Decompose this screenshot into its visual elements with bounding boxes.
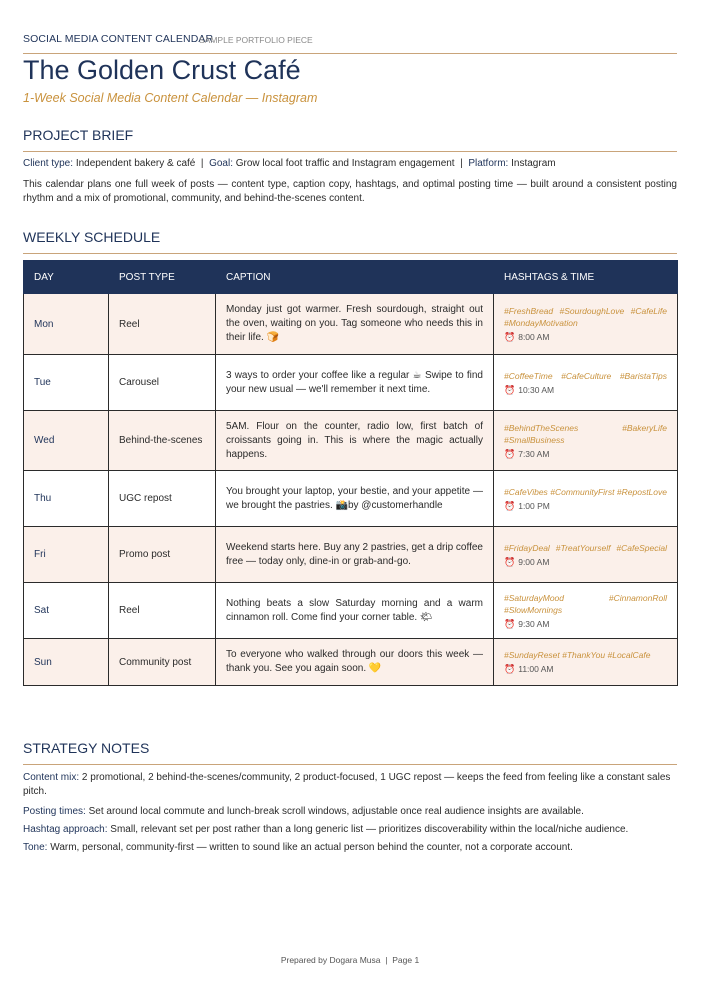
time-value: 10:30 AM — [518, 384, 555, 395]
post-time — [504, 501, 667, 512]
alarm-clock-icon: ⏰ — [504, 664, 516, 674]
doc-type-label: SOCIAL MEDIA CONTENT CALENDAR — [23, 33, 214, 45]
note-label: Hashtag approach: — [23, 824, 108, 835]
table-row — [24, 471, 678, 527]
day-cell: Tue — [24, 355, 109, 411]
page-title: The Golden Crust Café — [23, 55, 301, 85]
document-header — [23, 33, 677, 54]
footer-separator: | — [385, 955, 388, 965]
post-time — [504, 619, 667, 630]
time-value: 11:00 AM — [518, 664, 554, 674]
strategy-notes-heading: STRATEGY NOTES — [23, 740, 677, 765]
page-subtitle: 1-Week Social Media Content Calendar — Instagram — [23, 91, 318, 105]
page-number: Page 1 — [392, 955, 420, 965]
time-value: 9:00 AM — [518, 556, 550, 567]
caption-cell: You brought your laptop, your bestie, and your appetite — we brought the pastries. 📸by @customerhandle — [216, 471, 494, 527]
post-time — [504, 557, 667, 568]
post-time — [504, 664, 667, 675]
column-header-hashtags-time: HASHTAGS & TIME — [494, 261, 678, 294]
strategy-note — [23, 771, 677, 799]
post-type-cell: Promo post — [109, 527, 216, 583]
platform-label: Platform: — [468, 158, 509, 169]
time-value: 1:00 PM — [518, 500, 550, 511]
hashtags: #SundayReset #ThankYou #LocalCafe — [504, 650, 651, 660]
post-time — [504, 332, 667, 343]
note-label: Posting times: — [23, 806, 86, 817]
strategy-note — [23, 823, 677, 837]
post-type-cell: UGC repost — [109, 471, 216, 527]
note-text: 2 promotional, 2 behind-the-scenes/community, 2 product-focused, 1 UGC repost — keeps the feed from feeling like a constant sales pitch. — [23, 772, 671, 797]
post-time — [504, 449, 667, 460]
table-row — [24, 583, 678, 639]
hashtags-time-cell — [494, 527, 678, 583]
day-cell: Fri — [24, 527, 109, 583]
hashtags: #CafeVibes #CommunityFirst #RepostLove — [504, 486, 667, 497]
note-text: Small, relevant set per post rather than a long generic list — prioritizes discoverability within the local/niche audience. — [110, 824, 629, 835]
table-header-row — [24, 261, 678, 294]
strategy-note — [23, 841, 677, 855]
strategy-note — [23, 805, 677, 819]
day-cell: Mon — [24, 294, 109, 355]
hashtags: #CoffeeTime #CafeCulture #BaristaTips — [504, 370, 667, 381]
portfolio-tag: SAMPLE PORTFOLIO PIECE — [199, 35, 313, 45]
brief-separator: | — [200, 158, 204, 169]
alarm-clock-icon: ⏰ — [504, 448, 516, 459]
brief-summary-line — [23, 158, 677, 169]
post-time — [504, 385, 667, 396]
hashtags-time-cell — [494, 583, 678, 639]
post-type-cell: Carousel — [109, 355, 216, 411]
column-header-post-type: POST TYPE — [109, 261, 216, 294]
brief-description: This calendar plans one full week of posts — content type, caption copy, hashtags, and optimal posting time — built around a consistent posting rhythm and a mix of promotional, community, and behind-the-scenes content. — [23, 179, 677, 204]
caption-cell: Weekend starts here. Buy any 2 pastries, get a drip coffee free — today only, dine-in or grab-and-go. — [216, 527, 494, 583]
caption-cell: 3 ways to order your coffee like a regular ☕ Swipe to find your new usual — we'll remember it next time. — [216, 355, 494, 411]
column-header-day: DAY — [24, 261, 109, 294]
day-cell: Wed — [24, 411, 109, 471]
client-type-value: Independent bakery & café — [75, 158, 196, 169]
note-text: Set around local commute and lunch-break scroll windows, adjustable once real audience insights are available. — [88, 806, 584, 817]
caption-cell: Nothing beats a slow Saturday morning and a warm cinnamon roll. Come find your corner table. 🌤 — [216, 583, 494, 639]
hashtags-time-cell — [494, 471, 678, 527]
alarm-clock-icon: ⏰ — [504, 384, 516, 395]
goal-value: Grow local foot traffic and Instagram engagement — [235, 158, 455, 169]
hashtags: #BehindTheScenes #BakeryLife #SmallBusiness — [504, 422, 667, 445]
alarm-clock-icon: ⏰ — [504, 556, 516, 567]
note-label: Tone: — [23, 842, 48, 853]
day-cell: Sat — [24, 583, 109, 639]
table-row — [24, 411, 678, 471]
goal-label: Goal: — [209, 158, 233, 169]
page-footer — [23, 955, 677, 965]
hashtags-time-cell — [494, 639, 678, 686]
table-row — [24, 294, 678, 355]
post-type-cell: Reel — [109, 294, 216, 355]
time-value: 8:00 AM — [518, 332, 550, 342]
hashtags: #SaturdayMood #CinnamonRoll #SlowMornings — [504, 592, 667, 615]
hashtags: #FreshBread #SourdoughLove #CafeLife #MondayMotivation — [504, 306, 667, 328]
day-cell: Sun — [24, 639, 109, 686]
note-label: Content mix: — [23, 772, 80, 783]
hashtags-time-cell — [494, 411, 678, 471]
time-value: 9:30 AM — [518, 618, 550, 629]
client-type-label: Client type: — [23, 158, 74, 169]
alarm-clock-icon: ⏰ — [504, 618, 516, 629]
platform-value: Instagram — [511, 158, 556, 169]
column-header-caption: CAPTION — [216, 261, 494, 294]
hashtags: #FridayDeal #TreatYourself #CafeSpecial — [504, 542, 667, 553]
post-type-cell: Reel — [109, 583, 216, 639]
alarm-clock-icon: ⏰ — [504, 500, 516, 511]
caption-cell: 5AM. Flour on the counter, radio low, first batch of croissants going in. This is where the magic actually happens. — [216, 411, 494, 471]
day-cell: Thu — [24, 471, 109, 527]
table-row — [24, 639, 678, 686]
caption-cell: To everyone who walked through our doors this week — thank you. See you again soon. 💛 — [216, 639, 494, 686]
post-type-cell: Behind-the-scenes — [109, 411, 216, 471]
hashtags-time-cell — [494, 294, 678, 355]
brief-separator: | — [460, 158, 463, 169]
alarm-clock-icon: ⏰ — [504, 332, 516, 342]
prepared-by: Prepared by Dogara Musa — [280, 955, 381, 965]
post-type-cell: Community post — [109, 639, 216, 686]
table-row — [24, 355, 678, 411]
caption-cell: Monday just got warmer. Fresh sourdough, straight out the oven, waiting on you. Tag someone who needs this in their life. 🍞 — [216, 294, 494, 355]
table-row — [24, 527, 678, 583]
note-text: Warm, personal, community-first — written to sound like an actual person behind the counter, not a corporate account. — [50, 842, 573, 853]
hashtags-time-cell — [494, 355, 678, 411]
project-brief-heading: PROJECT BRIEF — [23, 127, 677, 152]
time-value: 7:30 AM — [518, 448, 550, 459]
weekly-schedule-heading: WEEKLY SCHEDULE — [23, 229, 677, 254]
schedule-table — [23, 260, 678, 686]
